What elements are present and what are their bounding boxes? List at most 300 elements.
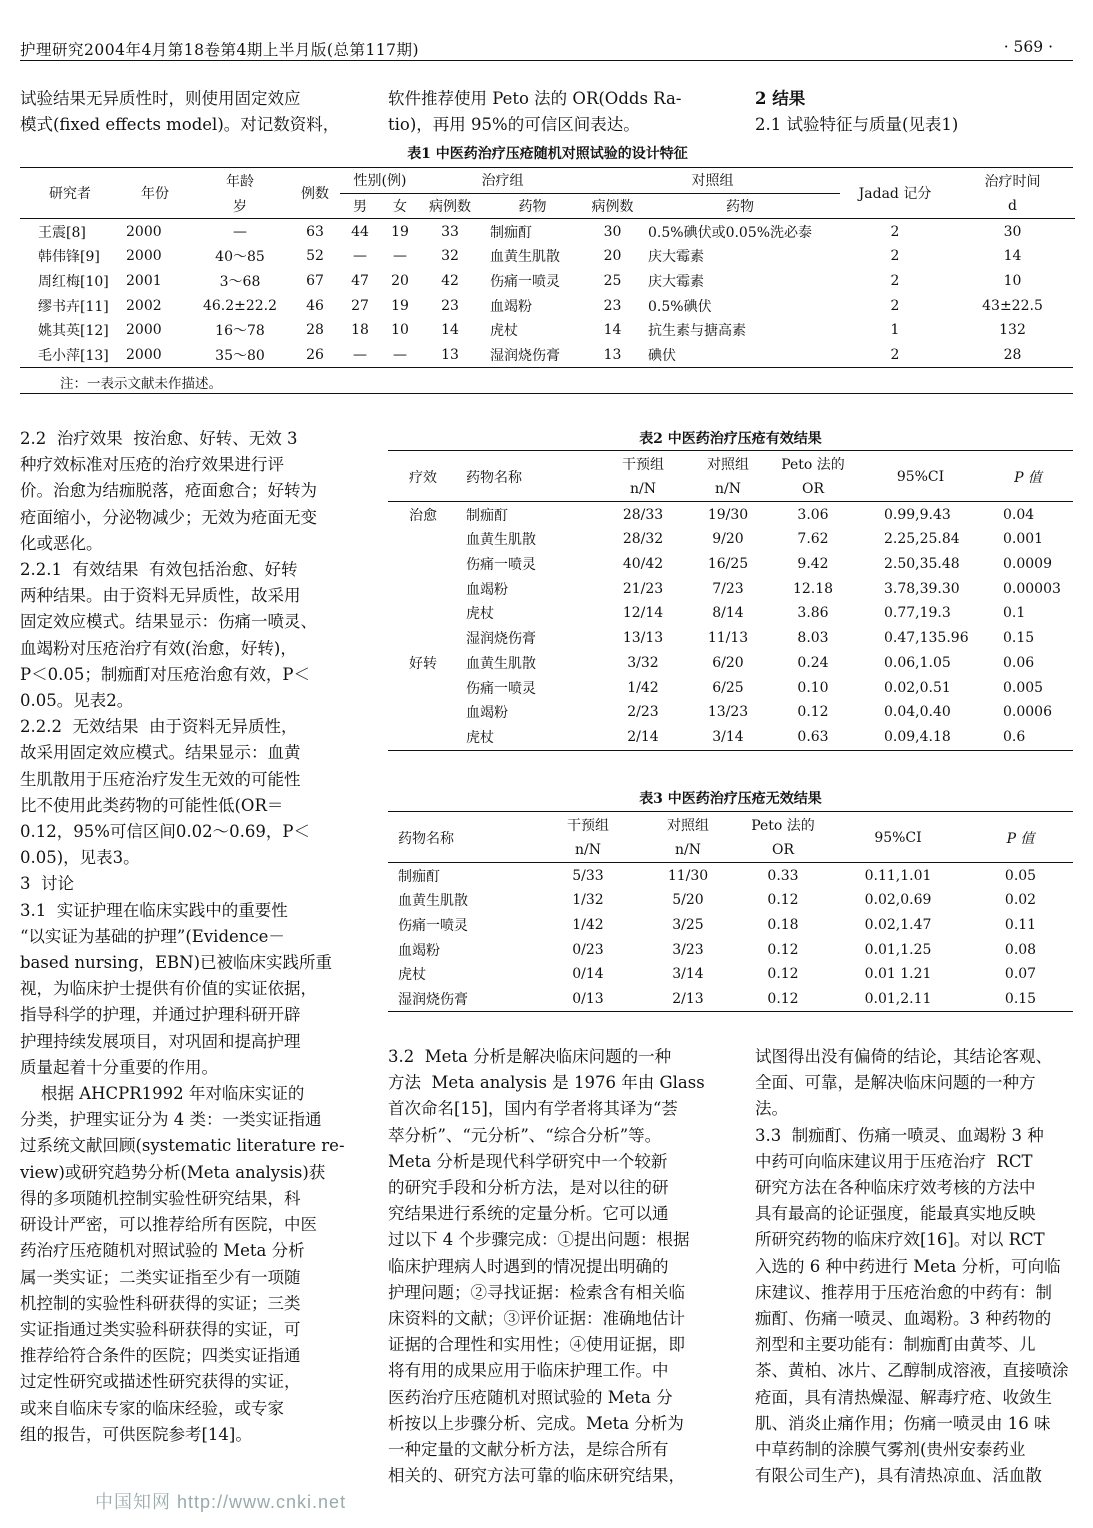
table-cell: 0.6 (1003, 728, 1026, 745)
section-heading: 2 结果 (755, 89, 806, 108)
text-line: 血竭粉对压疮治疗有效(治愈，好转)， (20, 638, 297, 658)
table-cell: 0.15 (1003, 630, 1035, 647)
table-cell: 8/14 (712, 605, 744, 622)
table-cell: 0.47,135.96 (884, 630, 969, 647)
table-cell: 14 (603, 322, 622, 339)
table-cell: 2000 (126, 322, 162, 339)
text-line: 临床护理病人时遇到的情况提出明确的 (388, 1256, 669, 1276)
table-cell: 2/23 (627, 704, 659, 721)
table-cell: 2000 (126, 223, 162, 240)
th-cases: 例数 (290, 168, 340, 219)
t3-th-ctl: 对照组 (667, 818, 709, 835)
table-cell: 0.02,1.47 (864, 917, 932, 934)
table-cell: 19 (391, 223, 409, 240)
table-cell: 湿润烧伤膏 (466, 631, 536, 648)
table-cell: 7.62 (797, 531, 829, 548)
table-cell: 0.77,19.3 (884, 605, 951, 622)
table-cell: 16/25 (707, 556, 749, 573)
table-cell (388, 552, 458, 577)
th-year: 年份 (120, 168, 190, 219)
text-line: 3.3 制痂酊、伤痛一喷灵、血竭粉 3 种 (755, 1125, 1044, 1145)
text-line: 指导科学的护理，并通过护理科研开辟 (20, 1005, 301, 1025)
table-cell: 42 (441, 273, 459, 290)
text-line: 医药治疗压疮随机对照试验的 Meta 分 (388, 1387, 673, 1407)
th-sex: 性别(例) (340, 168, 420, 193)
text-line: 比不使用此类药物的可能性低(OR＝ (20, 795, 284, 815)
text-line: 疮面，具有清热燥湿、解毒疗疮、收敛生 (755, 1387, 1052, 1407)
th-female: 女 (380, 193, 420, 219)
table-cell: 35～80 (215, 348, 265, 365)
watermark: 中国知网 http://www.cnki.net (95, 1492, 347, 1512)
th-author: 研究者 (20, 168, 120, 219)
t2-th-int: 干预组 (622, 457, 664, 474)
text-line: 生肌散用于压疮治疗发生无效的可能性 (20, 769, 301, 789)
text-line: 0.05)，见表3。 (20, 848, 140, 868)
table-cell: 20 (603, 248, 622, 265)
table-cell: 33 (441, 223, 459, 240)
table-cell: 0.08 (1004, 941, 1037, 958)
table-cell: 0.99,9.43 (884, 506, 951, 523)
table-cell: 47 (351, 273, 369, 290)
top-right-text (755, 86, 1075, 138)
text-line: 过系统文献回顾(systematic literature re- (20, 1136, 345, 1156)
table-cell: 缪书卉[11] (38, 298, 109, 315)
table-cell: 制痂酊 (490, 224, 532, 241)
table-cell: 伤痛一喷灵 (466, 680, 536, 697)
table-cell: 0.0009 (1003, 556, 1052, 573)
table-cell (388, 725, 458, 750)
text-line: 茶、黄柏、冰片、乙醇制成溶液，直接喷涂 (755, 1361, 1069, 1381)
table-cell: 20 (391, 273, 409, 290)
table-cell: 32 (441, 248, 459, 265)
text-line: 属一类实证；二类实证指至少有一项随 (20, 1267, 301, 1287)
table-row (388, 601, 1073, 626)
table-cell: 血黄生肌散 (466, 655, 536, 672)
table-row (388, 863, 1073, 888)
text-line: 实证指通过类实验科研获得的实证，可 (20, 1319, 301, 1339)
table-cell: 13/23 (707, 704, 749, 721)
text-line: 证据的合理性和实用性；④使用证据，即 (388, 1335, 685, 1355)
text-line: 法。 (755, 1099, 788, 1119)
text-line: P＜0.05；制痂酊对压疮治愈有效，P＜ (20, 664, 310, 684)
table-cell: 0/13 (572, 991, 604, 1008)
text-line: 或来自临床专家的临床经验，或专家 (20, 1398, 284, 1418)
text-line: 的研究手段和分析方法，是对以往的研 (388, 1178, 669, 1198)
table-cell: 2001 (126, 273, 162, 290)
table-row (388, 937, 1073, 962)
table-cell (388, 675, 458, 700)
table-cell: 1/42 (627, 679, 659, 696)
text-line: 一种定量的文献分析方法，是综合所有 (388, 1440, 669, 1460)
t3-th-drug: 药物名称 (388, 813, 538, 863)
table-cell: 周红梅[10] (38, 274, 109, 291)
table-cell: 28 (306, 322, 324, 339)
text-line: 模式(fixed effects model)。对记数资料， (20, 115, 340, 135)
t3-th-int-n: n/N (538, 838, 638, 863)
table-cell: 庆大霉素 (648, 274, 704, 291)
table-cell: 0.11 (1004, 917, 1037, 934)
text-line: 研设计严密，可以推荐给所有医院，中医 (20, 1215, 317, 1235)
text-line: 剂型和主要功能有：制痂酊由黄芩、儿 (755, 1335, 1036, 1355)
table-row (388, 675, 1073, 700)
t2-th-ctl: 对照组 (707, 457, 749, 474)
text-line: 2.2.1 有效结果 有效包括治愈、好转 (20, 560, 298, 580)
table-cell: 0.001 (1003, 531, 1044, 548)
table-cell: 11/13 (707, 630, 749, 647)
text-line: 3 讨论 (20, 874, 74, 894)
text-line: 痂酊、伤痛一喷灵、血竭粉。3 种药物的 (755, 1309, 1052, 1329)
t3-th-ci: 95%CI (828, 813, 968, 863)
t2-th-int-n: n/N (598, 477, 688, 502)
text-line: 推荐给符合条件的医院；四类实证指通 (20, 1346, 301, 1366)
table-row (388, 888, 1073, 913)
table-cell: 0.12 (767, 991, 799, 1008)
table-cell: 9/20 (712, 531, 744, 548)
t3-th-int: 干预组 (567, 818, 609, 835)
table-cell: 13 (441, 347, 459, 364)
text-line: 价。治愈为结痂脱落，疮面愈合；好转为 (20, 481, 317, 501)
table-cell: 2000 (126, 248, 162, 265)
table-cell: 王震[8] (38, 224, 86, 241)
table-cell: 2/14 (627, 728, 659, 745)
text-line: 机控制的实验性科研获得的实证；三类 (20, 1293, 301, 1313)
th-ctrl-n: 病例数 (585, 193, 640, 219)
t2-th-drug: 药物名称 (458, 452, 598, 502)
table2-header-row (388, 452, 1073, 477)
table-cell: 40/42 (622, 556, 664, 573)
header-rule (20, 60, 1073, 61)
table-cell: 0.5%碘伏 (648, 298, 712, 315)
th-jadad: Jadad 记分 (840, 168, 950, 219)
table-cell: 0.02,0.69 (864, 892, 932, 909)
table-row (388, 962, 1073, 987)
table-row (20, 343, 1075, 368)
table-cell: 0.005 (1003, 679, 1044, 696)
table-row (20, 318, 1075, 343)
text-line: 方法 Meta analysis 是 1976 年由 Glass (388, 1073, 705, 1093)
table-cell: 18 (351, 322, 369, 339)
table3-caption: 表3 中医药治疗压疮无效结果 (639, 791, 822, 807)
table-row (388, 527, 1073, 552)
table-cell: 0.02,0.51 (884, 679, 951, 696)
th-time-unit: d (950, 193, 1075, 219)
table-cell: 伤痛一喷灵 (490, 274, 560, 291)
table-cell: 3/14 (712, 728, 744, 745)
table-cell: 制痂酊 (398, 868, 440, 885)
text-line: 床资料的文献；③评价证据：准确地估计 (388, 1309, 685, 1329)
table-row (388, 700, 1073, 725)
table-cell: 0.04,0.40 (884, 704, 951, 721)
text-line: 过以下 4 个步骤完成：①提出问题：根据 (388, 1230, 690, 1250)
table1-note: 注：一表示文献未作描述。 (60, 376, 222, 392)
table-cell: 3～68 (219, 274, 261, 291)
table1-header-row (20, 168, 1075, 193)
table-cell: 0.18 (767, 917, 799, 934)
table-cell: 0.01 1.21 (864, 966, 932, 983)
table-cell: 2 (890, 273, 900, 290)
table-cell: 0.01,1.25 (864, 941, 932, 958)
table-cell: 1 (890, 322, 900, 339)
text-line: 0.12，95%可信区间0.02～0.69，P＜ (20, 822, 310, 842)
table-cell (388, 601, 458, 626)
text-line: 析按以上步骤分析、完成。Meta 分析为 (388, 1413, 684, 1433)
table-row (20, 219, 1075, 244)
table1-note-rule (20, 393, 1073, 394)
th-time: 治疗时间 (984, 173, 1041, 190)
text-line: 具有最高的论证强度，能最真实地反映 (755, 1204, 1036, 1224)
table-cell: 12.18 (792, 580, 834, 597)
text-line: 入选的 6 种中药进行 Meta 分析，可向临 (755, 1256, 1061, 1276)
table-cell: 血黄生肌散 (398, 893, 468, 910)
table-cell: 21/23 (622, 580, 664, 597)
table1-body (20, 219, 1075, 368)
text-line: 根据 AHCPR1992 年对临床实证的 (20, 1084, 305, 1104)
table-cell: — (393, 347, 407, 364)
table-cell: 0.1 (1003, 605, 1026, 622)
text-line: 研究方法在各种临床疗效考核的方法中 (755, 1178, 1036, 1198)
text-line: 疮面缩小，分泌物减少；无效为疮面无变 (20, 507, 317, 527)
text-line: 床建议、推荐用于压疮治愈的中药有：制 (755, 1282, 1052, 1302)
table-cell: 0.00003 (1003, 580, 1061, 597)
table-cell: — (353, 347, 367, 364)
table-cell: 抗生素与搪高素 (648, 323, 746, 340)
table-row (388, 576, 1073, 601)
table-cell: 血竭粉 (490, 298, 532, 315)
table-cell: 0.05 (1004, 867, 1037, 884)
th-male: 男 (340, 193, 380, 219)
t2-th-p: P 值 (983, 452, 1073, 502)
table-row (20, 244, 1075, 269)
table-cell: 132 (999, 322, 1026, 339)
text-line: 得的多项随机控制实验性研究结果，科 (20, 1188, 301, 1208)
table-cell: 3.06 (797, 506, 829, 523)
table-cell: 血黄生肌散 (490, 249, 560, 266)
table-cell: 3/23 (672, 941, 704, 958)
text-line: 护理问题；②寻找证据：检索含有相关临 (388, 1282, 685, 1302)
table3 (388, 813, 1073, 1012)
text-line: 质量起着十分重要的作用。 (20, 1057, 218, 1077)
table-cell: 43±22.5 (982, 297, 1043, 314)
table-row (388, 626, 1073, 651)
table-cell: 5/33 (572, 867, 604, 884)
table-cell: 44 (351, 223, 369, 240)
table-cell: 3/25 (672, 917, 704, 934)
text-line: tio)，再用 95%的可信区间表达。 (388, 115, 640, 135)
table-cell: 63 (306, 223, 324, 240)
text-line: 视，为临床护士提供有价值的实证依据， (20, 979, 317, 999)
text-line: 固定效应模式。结果显示：伤痛一喷灵、 (20, 612, 317, 632)
table-cell: 0.12 (797, 704, 829, 721)
table-cell: 9.42 (797, 556, 829, 573)
table-cell: 28/32 (622, 531, 664, 548)
table-cell: 血竭粉 (398, 942, 440, 959)
th-ctrl: 对照组 (585, 168, 840, 193)
th-ctrl-drug: 药物 (640, 193, 840, 219)
text-line: 究结果进行系统的定量分析。它可以通 (388, 1204, 669, 1224)
table-cell: 67 (306, 273, 324, 290)
text-line: 过定性研究或描述性研究获得的实证， (20, 1372, 301, 1392)
table-cell: 6/20 (712, 654, 744, 671)
t2-th-ci: 95%CI (858, 452, 983, 502)
th-age: 年龄 (226, 173, 254, 190)
table-cell: 12/14 (622, 605, 664, 622)
table-cell: 0.12 (767, 941, 799, 958)
table-cell: 2.25,25.84 (884, 531, 960, 548)
text-line: 3.1 实证护理在临床实践中的重要性 (20, 900, 288, 920)
table-row (388, 913, 1073, 938)
text-line: 萃分析”、“元分析”、“综合分析”等。 (388, 1125, 662, 1145)
table-cell: 庆大霉素 (648, 249, 704, 266)
table-cell: 52 (306, 248, 324, 265)
table-cell: 30 (603, 223, 622, 240)
text-line: 化或恶化。 (20, 533, 103, 553)
table-cell: 0.01,2.11 (864, 991, 932, 1008)
page-number: · 569 · (1003, 38, 1053, 56)
table-cell: 0.02 (1004, 892, 1037, 909)
table-cell: 0.5%碘伏或0.05%洗必泰 (648, 224, 813, 241)
th-treat: 治疗组 (420, 168, 585, 193)
table-cell: 虎杖 (466, 606, 494, 623)
table-cell: 13 (603, 347, 622, 364)
right-column (755, 1044, 1075, 1489)
table-cell: 姚其英[12] (38, 323, 109, 340)
table-cell: 46 (306, 297, 324, 314)
table-cell: 7/23 (712, 580, 744, 597)
table-cell: — (393, 248, 407, 265)
table-cell: 10 (391, 322, 409, 339)
table-cell (388, 527, 458, 552)
table3-header-row (388, 813, 1073, 838)
text-line: 试图得出没有偏倚的结论，其结论客观、 (755, 1047, 1052, 1066)
table-cell: 23 (441, 297, 459, 314)
table-cell: 0.24 (797, 654, 829, 671)
table-cell: 0.07 (1004, 966, 1037, 983)
text-line: 故采用固定效应模式。结果显示：血黄 (20, 743, 301, 763)
text-line: 种疗效标准对压疮的治疗效果进行评 (20, 455, 284, 475)
table-cell: 26 (306, 347, 324, 364)
table-cell: 0.04 (1003, 506, 1035, 523)
table-cell: 28/33 (622, 506, 664, 523)
table-cell: 19 (391, 297, 409, 314)
text-line: 两种结果。由于资料无异质性，故采用 (20, 586, 301, 606)
table-row (20, 293, 1075, 318)
table-cell: 27 (351, 297, 369, 314)
table-cell: 伤痛一喷灵 (398, 918, 468, 935)
table-cell: 2 (890, 223, 900, 240)
t3-th-ctl-n: n/N (638, 838, 738, 863)
table-cell: 血竭粉 (466, 705, 508, 722)
subsection-heading: 2.1 试验特征与质量(见表1) (755, 115, 959, 135)
text-line: 护理持续发展项目，对巩固和提高护理 (20, 1031, 301, 1051)
table-cell: 10 (1003, 273, 1022, 290)
text-line: “以实证为基础的护理”(Evidence－ (20, 926, 285, 946)
table-cell: 1/32 (572, 892, 604, 909)
table-row (388, 725, 1073, 750)
table-cell: — (233, 223, 247, 240)
table-cell: 1/42 (572, 917, 604, 934)
table-cell: 好转 (409, 655, 437, 672)
table-cell: 制痂酊 (466, 507, 508, 524)
table-cell: 血黄生肌散 (466, 532, 536, 549)
table-cell: 虎杖 (490, 323, 518, 340)
table-cell: 2 (890, 347, 900, 364)
table-cell: 0.09,4.18 (884, 728, 951, 745)
table-cell: 2/13 (672, 991, 704, 1008)
text-line: based nursing，EBN)已被临床实践所重 (20, 953, 333, 973)
table-cell: 2000 (126, 347, 162, 364)
table-cell: 0.0006 (1003, 704, 1052, 721)
th-treat-n: 病例数 (420, 193, 480, 219)
table-cell: 0.12 (767, 892, 799, 909)
table-cell: 0.63 (797, 728, 829, 745)
table-cell: 湿润烧伤膏 (490, 348, 560, 365)
table-cell: 46.2±22.2 (202, 297, 278, 314)
table-cell: 韩伟锋[9] (38, 249, 100, 266)
text-line: 相关的、研究方法可靠的临床研究结果， (388, 1466, 685, 1486)
t2-th-effect: 疗效 (388, 452, 458, 502)
table-cell: 11/30 (667, 867, 709, 884)
text-line: 所研究药物的临床疗效[16]。对以 RCT (755, 1230, 1045, 1250)
table2-top-rule (388, 450, 1073, 451)
table-cell: 0.06 (1003, 654, 1035, 671)
left-column (20, 426, 365, 1448)
table-cell: 2.50,35.48 (884, 556, 960, 573)
table-cell: 2 (890, 297, 900, 314)
text-line: 有限公司生产)，具有清热凉血、活血散 (755, 1466, 1042, 1486)
table-cell: 0.15 (1004, 991, 1037, 1008)
table-cell: 毛小萍[13] (38, 348, 109, 365)
text-line: 组的报告，可供医院参考[14]。 (20, 1424, 252, 1444)
table-cell: 0/23 (572, 941, 604, 958)
text-line: 软件推荐使用 Peto 法的 OR(Odds Ra- (388, 89, 682, 108)
table-cell: 28 (1003, 347, 1022, 364)
table-cell (388, 626, 458, 651)
table-cell: — (353, 248, 367, 265)
table2-caption: 表2 中医药治疗压疮有效结果 (639, 431, 822, 447)
table-cell: 14 (1003, 248, 1022, 265)
table-cell: 治愈 (409, 507, 437, 524)
table-cell: 血竭粉 (466, 581, 508, 598)
table-cell: 40～85 (215, 249, 265, 266)
table-cell: 14 (441, 322, 459, 339)
table-cell: 虎杖 (466, 729, 494, 746)
table-cell: 湿润烧伤膏 (398, 992, 468, 1009)
table-cell: 0.10 (797, 679, 829, 696)
t2-th-peto: Peto 法的 (781, 457, 845, 474)
t3-th-peto-or: OR (738, 838, 828, 863)
table-cell: 虎杖 (398, 967, 426, 984)
table-cell: 3.78,39.30 (884, 580, 960, 597)
table-cell: 0/14 (572, 966, 604, 983)
text-line: 3.2 Meta 分析是解决临床问题的一种 (388, 1047, 672, 1066)
text-line: 全面、可靠，是解决临床问题的一种方 (755, 1073, 1036, 1093)
table-cell: 16～78 (215, 323, 265, 340)
table1-bottom-rule (20, 367, 1073, 368)
table-row (388, 987, 1073, 1012)
text-line: 肌、消炎止痛作用；伤痛一喷灵由 16 味 (755, 1413, 1051, 1433)
table-row (388, 552, 1073, 577)
top-left-text (20, 86, 360, 138)
table2 (388, 452, 1073, 749)
th-age-unit: 岁 (190, 193, 290, 219)
text-line: 分类，护理实证分为 4 类：一类实证指通 (20, 1110, 322, 1130)
table-cell: 0.12 (767, 966, 799, 983)
text-line: 0.05。见表2。 (20, 691, 134, 711)
text-line: 中草药制的涂膜气雾剂(贵州安泰药业 (755, 1440, 1026, 1460)
table-cell: 3/14 (672, 966, 704, 983)
table-cell: 30 (1003, 223, 1022, 240)
table-cell: 0.11,1.01 (864, 867, 932, 884)
